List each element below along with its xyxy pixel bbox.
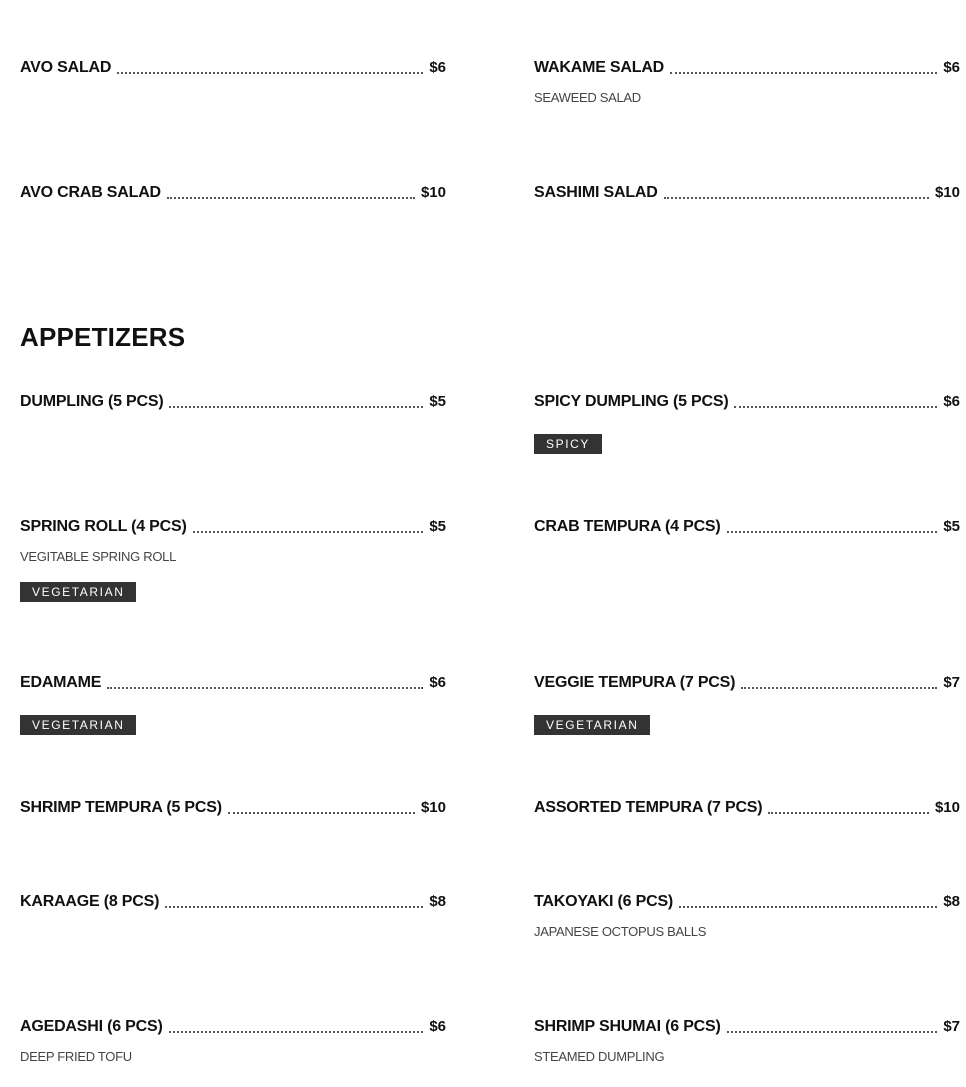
menu-item-name: TAKOYAKI (6 PCS) (534, 893, 674, 910)
menu-item-row (20, 56, 446, 78)
menu-item-description: SEAWEED SALAD (534, 90, 641, 105)
menu-item-edamame (20, 671, 446, 735)
dot-leader (169, 406, 423, 408)
dot-leader (727, 1031, 938, 1033)
menu-item-name: AGEDASHI (6 PCS) (20, 1018, 163, 1035)
menu-item-price: $6 (429, 59, 446, 76)
menu-item-name: SASHIMI SALAD (534, 184, 658, 201)
dot-leader (664, 197, 929, 199)
dot-leader (117, 72, 423, 74)
menu-item-name: DUMPLING (5 PCS) (20, 393, 164, 410)
menu-item-row (534, 671, 960, 693)
section-title-appetizers: APPETIZERS (20, 322, 186, 352)
menu-item-row (20, 515, 446, 537)
menu-item-wakame-salad (534, 56, 960, 105)
menu-item-price: $5 (429, 393, 446, 410)
menu-item-row (534, 56, 960, 78)
menu-item-price: $6 (943, 59, 960, 76)
menu-item-agedashi (20, 1015, 446, 1064)
dot-leader (727, 531, 938, 533)
menu-item-name: KARAAGE (8 PCS) (20, 893, 160, 910)
badge-wrap (534, 434, 960, 454)
dot-leader (679, 906, 937, 908)
menu-item-price: $5 (943, 518, 960, 535)
menu-item-row (534, 390, 960, 412)
menu-item-name: ASSORTED TEMPURA (7 PCS) (534, 799, 763, 816)
menu-item-assorted-tempura (534, 796, 960, 818)
dot-leader (228, 812, 415, 814)
menu-item-description: JAPANESE OCTOPUS BALLS (534, 924, 707, 939)
menu-item-takoyaki (534, 890, 960, 939)
menu-item-name: SHRIMP TEMPURA (5 PCS) (20, 799, 222, 816)
dot-leader (768, 812, 929, 814)
menu-item-price: $8 (429, 893, 446, 910)
menu-item-name: SPRING ROLL (4 PCS) (20, 518, 187, 535)
menu-item-spring-roll (20, 515, 446, 602)
menu-item-veggie-tempura (534, 671, 960, 735)
menu-item-avo-crab-salad (20, 181, 446, 203)
menu-item-spicy-dumpling (534, 390, 960, 454)
menu-item-price: $6 (429, 674, 446, 691)
menu-item-name: AVO SALAD (20, 59, 112, 76)
badge-wrap (20, 582, 446, 602)
menu-item-price: $10 (934, 184, 960, 201)
spicy-badge: SPICY (534, 434, 602, 454)
menu-item-row (534, 515, 960, 537)
menu-item-price: $7 (943, 1018, 960, 1035)
menu-item-name: EDAMAME (20, 674, 102, 691)
menu-item-description: DEEP FRIED TOFU (20, 1049, 132, 1064)
dot-leader (193, 531, 424, 533)
badge-wrap (534, 715, 960, 735)
menu-item-name: CRAB TEMPURA (4 PCS) (534, 518, 721, 535)
menu-item-row (534, 1015, 960, 1037)
menu-item-dumpling (20, 390, 446, 412)
menu-item-price: $10 (934, 799, 960, 816)
menu-item-row (20, 390, 446, 412)
menu-item-description: STEAMED DUMPLING (534, 1049, 665, 1064)
dot-leader (165, 906, 423, 908)
menu-item-row (20, 890, 446, 912)
dot-leader (107, 687, 423, 689)
menu-item-name: AVO CRAB SALAD (20, 184, 161, 201)
vegetarian-badge: VEGETARIAN (534, 715, 650, 735)
dot-leader (734, 406, 937, 408)
menu-item-description: VEGITABLE SPRING ROLL (20, 549, 177, 564)
menu-item-name: VEGGIE TEMPURA (7 PCS) (534, 674, 736, 691)
dot-leader (741, 687, 937, 689)
dot-leader (167, 197, 415, 199)
dot-leader (169, 1031, 424, 1033)
menu-item-avo-salad (20, 56, 446, 78)
menu-item-price: $6 (429, 1018, 446, 1035)
menu-item-price: $6 (943, 393, 960, 410)
menu-item-row (534, 796, 960, 818)
dot-leader (670, 72, 937, 74)
menu-item-price: $10 (420, 799, 446, 816)
menu-item-price: $10 (420, 184, 446, 201)
menu-item-sashimi-salad (534, 181, 960, 203)
menu-item-row (20, 1015, 446, 1037)
badge-wrap (20, 715, 446, 735)
menu-item-price: $5 (429, 518, 446, 535)
menu-item-row (20, 181, 446, 203)
menu-item-row (20, 796, 446, 818)
menu-item-name: SHRIMP SHUMAI (6 PCS) (534, 1018, 721, 1035)
menu-item-row (534, 890, 960, 912)
menu-item-karaage (20, 890, 446, 912)
menu-item-name: SPICY DUMPLING (5 PCS) (534, 393, 729, 410)
vegetarian-badge: VEGETARIAN (20, 715, 136, 735)
menu-item-price: $7 (943, 674, 960, 691)
menu-item-price: $8 (943, 893, 960, 910)
menu-item-shrimp-tempura (20, 796, 446, 818)
menu-item-crab-tempura (534, 515, 960, 537)
vegetarian-badge: VEGETARIAN (20, 582, 136, 602)
menu-item-shrimp-shumai (534, 1015, 960, 1064)
menu-item-row (534, 181, 960, 203)
menu-item-row (20, 671, 446, 693)
menu-item-name: WAKAME SALAD (534, 59, 665, 76)
